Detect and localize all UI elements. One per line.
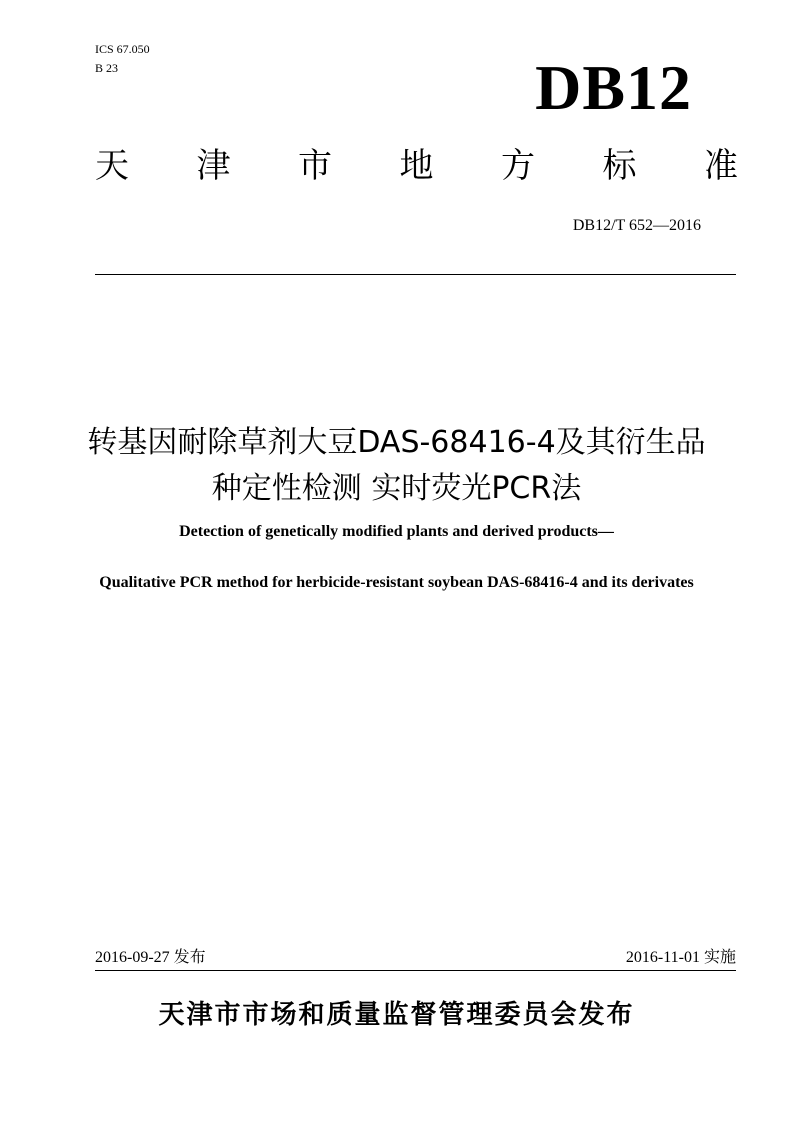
standard-type-char: 市 [298, 146, 332, 186]
db-code: DB12 [535, 52, 692, 123]
ccs-code: B 23 [95, 61, 119, 75]
issue-date: 2016-09-27 发布 [95, 949, 206, 966]
chinese-title [0, 420, 793, 512]
standard-number: DB12/T 652—2016 [572, 217, 701, 234]
standard-type-char: 准 [704, 146, 738, 186]
footer-divider [95, 970, 736, 971]
english-title-line-1: Detection of genetically modified plants and derived products— [179, 523, 614, 540]
standard-type [95, 145, 738, 187]
standard-type-char: 天 [95, 146, 129, 186]
chinese-title-line-2: 种定性检测 实时荧光PCR法 [211, 471, 582, 506]
standard-type-char: 津 [196, 146, 231, 186]
english-title-line-2: Qualitative PCR method for herbicide-resistant soybean DAS-68416-4 and its derivates [99, 574, 694, 591]
implementation-date: 2016-11-01 实施 [625, 949, 736, 966]
standard-type-char: 标 [602, 146, 637, 186]
header-divider [95, 274, 736, 275]
issuing-authority: 天津市市场和质量监督管理委员会发布 [158, 1000, 635, 1030]
standard-type-char: 地 [399, 146, 434, 186]
chinese-title-line-1: 转基因耐除草剂大豆DAS-68416-4及其衍生品 [87, 425, 706, 460]
ics-code: ICS 67.050 [95, 42, 150, 56]
classification-codes [95, 40, 150, 78]
standard-type-char: 方 [501, 146, 535, 186]
